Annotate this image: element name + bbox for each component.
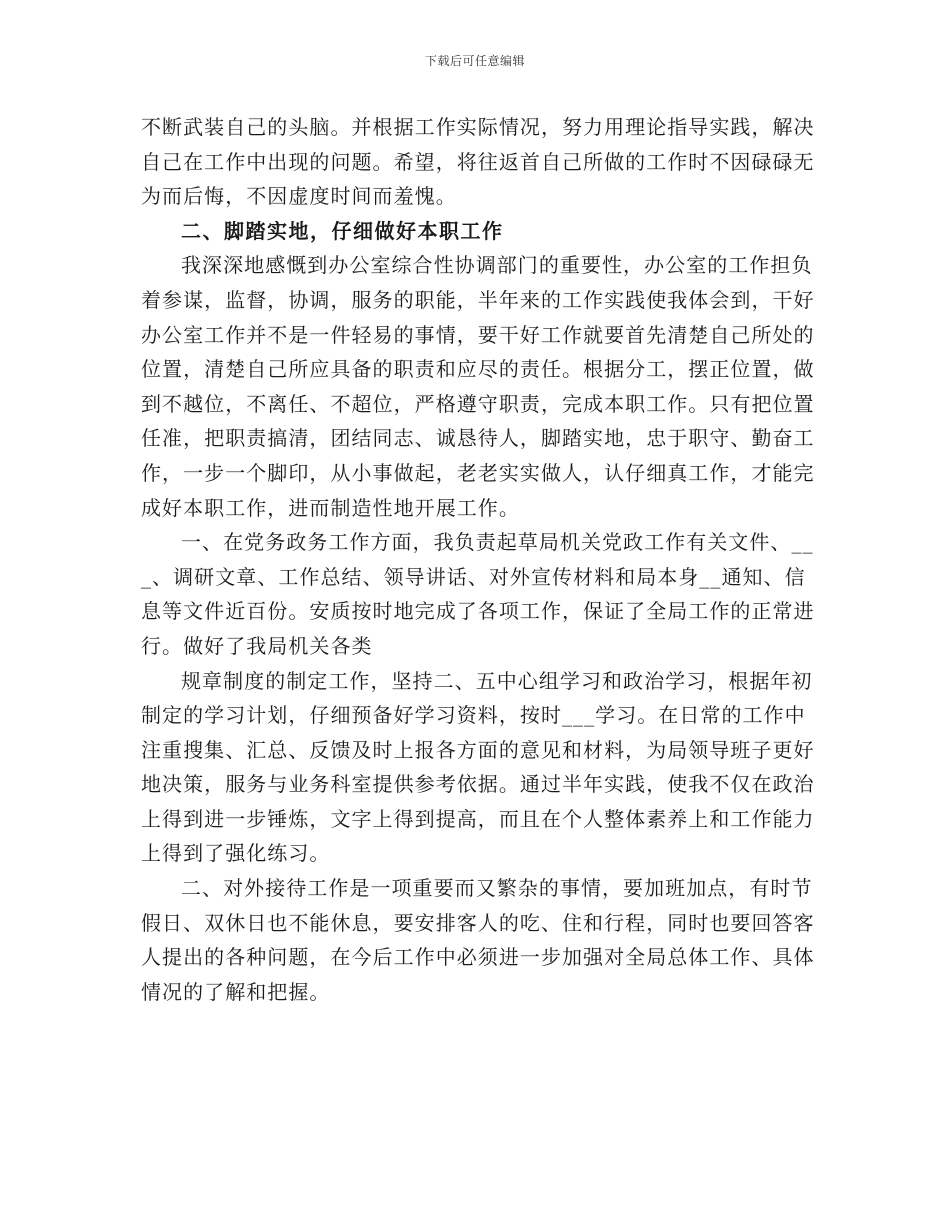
paragraph-regulations: 规章制度的制定工作，坚持二、五中心组学习和政治学习，根据年初制定的学习计划，仔细预备好学习资料，按时___学习。在日常的工作中注重搜集、汇总、反馈及时上报各方面的意见和材料，为局领导班子更好地决策，服务与业务科室提供参考依据。通过半年实践，使我不仅在政治上得到进一步锤炼，文字上得到提高，而且在个人整体素养上和工作能力上得到了强化练习。 (141, 668, 815, 866)
page-header: 下载后可任意编辑 (424, 54, 525, 68)
paragraph-continuation: 不断武装自己的头脑。并根据工作实际情况，努力用理论指导实践，解决自己在工作中出现的问题。希望，将往返首自己所做的工作时不因碌碌无为而后悔，不因虚度时间而羞愧。 (141, 115, 815, 209)
paragraph-office-role: 我深深地感慨到办公室综合性协调部门的重要性，办公室的工作担负着参谋，监督，协调，服务的职能，半年来的工作实践使我体会到，干好办公室工作并不是一件轻易的事情，要干好工作就要首先清楚自己所处的位置，清楚自己所应具备的职责和应尽的责任。根据分工，摆正位置，做到不越位，不离任、不超位，严格遵守职责，完成本职工作。只有把位置任准，把职责搞清，团结同志、诚恳待人，脚踏实地，忠于职守、勤奋工作，一步一个脚印，从小事做起，老老实实做人，认仔细真工作，才能完成好本职工作，进而制造性地开展工作。 (141, 253, 815, 520)
section-heading: 二、脚踏实地，仔细做好本职工作 (181, 218, 504, 243)
document-body (141, 110, 821, 1009)
paragraph-party-affairs: 一、在党务政务工作方面，我负责起草局机关党政工作有关文件、___、调研文章、工作总结、领导讲话、对外宣传材料和局本身__通知、信息等文件近百份。安质按时地完成了各项工作，保证了全局工作的正常进行。做好了我局机关各类 (141, 530, 815, 658)
paragraph-reception: 二、对外接待工作是一项重要而又繁杂的事情，要加班加点，有时节假日、双休日也不能休息，要安排客人的吃、住和行程，同时也要回答客人提出的各种问题，在今后工作中必须进一步加强对全局总体工作、具体情况的了解和把握。 (141, 876, 815, 1004)
